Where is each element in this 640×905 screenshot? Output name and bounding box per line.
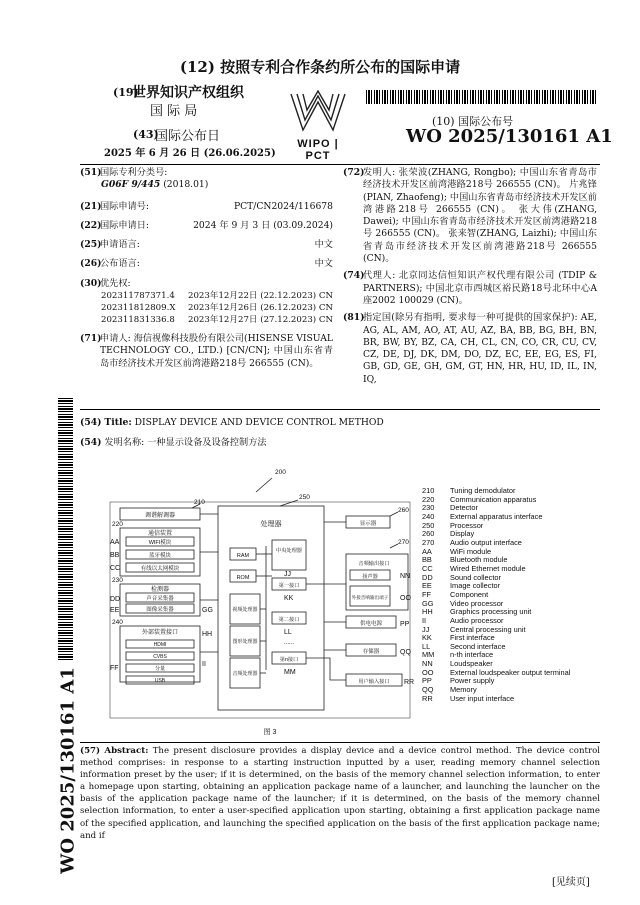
f26-label: 公布语言:: [100, 258, 140, 270]
priority-cc: CN: [318, 303, 333, 314]
f21-value: PCT/CN2024/116678: [233, 200, 333, 212]
legend-key: CC: [422, 563, 433, 573]
legend-row: [422, 695, 602, 704]
label-if2: 第二接口: [278, 617, 300, 623]
label-gpu: 图形处理器: [232, 639, 258, 645]
ref-OO: OO: [400, 595, 411, 602]
side-barcode: [58, 398, 73, 660]
org-bureau: 国 际 局: [150, 104, 198, 119]
legend-key: II: [422, 615, 427, 625]
legend-value: Image collector: [450, 581, 501, 591]
ref-250-leader: [280, 500, 298, 506]
legend-key: 250: [422, 520, 435, 530]
priority-cc: CN: [318, 315, 333, 326]
ref-200: 200: [275, 469, 286, 476]
f51-year: (2018.01): [160, 179, 209, 191]
label-video-proc: 视频处理器: [232, 607, 258, 613]
ref-PP: PP: [400, 621, 410, 628]
f72-text: 发明人: 张荣波(ZHANG, Rongbo); 中国山东省青岛市经济技术开发区前湾港路218号 266555 (CN)。 片兆锋(PIAN, Zhaofeng); 中国山东省青岛市经济技术开发区前湾港路218号 266555 (CN)。 张大伟(ZHANG, Dawei); 中国山东省青岛市经济技术开发区前湾港路218号 266555 (CN)。 张来智(ZHANG, Laizhi); 中国山东省青岛市经济技术开发区前湾港路218号 266555 (CN)。: [363, 167, 597, 265]
legend-key: 220: [422, 494, 435, 504]
legend-value: External loudspeaker output terminal: [450, 667, 571, 677]
legend-value: Memory: [450, 685, 477, 695]
legend-value: Graphics processing unit: [450, 607, 532, 617]
legend-key: 230: [422, 503, 435, 513]
legend-row: [422, 539, 602, 548]
legend-key: KK: [422, 633, 432, 643]
label-speaker: 扬声器: [362, 574, 378, 580]
label-ifn: 第n接口: [279, 657, 299, 663]
label-ext-if: 外部装置接口: [141, 630, 179, 636]
f71-text: 申请人: 海信视像科技股份有限公司(HISENSE VISUAL TECHNOLOGY CO., LTD.) [CN/CN]; 中国山东省青岛市经济技术开发区前湾港路218号 266555 (CN)。: [100, 333, 333, 369]
priority-date: 2023年12月26日 (26.12.2023): [187, 303, 317, 314]
ref-KK: KK: [284, 595, 294, 602]
legend-value: Power supply: [450, 676, 495, 686]
f30-num: (30): [80, 277, 102, 289]
title-zh: [80, 437, 267, 449]
f81-num: (81): [343, 312, 365, 324]
ref-BB: BB: [110, 552, 120, 559]
abstract: [80, 745, 600, 842]
f25-value: 中文: [314, 239, 333, 251]
legend-key: MM: [422, 650, 435, 660]
label-comm: 通信装置: [147, 531, 173, 537]
f26-value: 中文: [314, 258, 333, 270]
wipo-emblem-icon: [283, 90, 353, 134]
legend-key: QQ: [422, 685, 434, 695]
legend-value: Processor: [450, 520, 484, 530]
legend-row: [422, 548, 602, 557]
abstract-num: (57): [80, 746, 101, 756]
priority-no: 202311831336.8: [101, 315, 175, 326]
label-ram: RAM: [236, 553, 250, 559]
ref-200-arrow: [256, 478, 272, 492]
ref-210: 210: [194, 499, 205, 506]
legend-value: Sound collector: [450, 572, 501, 582]
pubdate-label: 国际公布日: [155, 129, 221, 144]
pubno-value: WO 2025/130161 A1: [406, 126, 613, 147]
legend-key: OO: [422, 667, 434, 677]
biblio-left: [80, 167, 333, 370]
header-divider: [80, 164, 600, 165]
title-zh-num: (54): [80, 437, 102, 448]
ref-DD: DD: [110, 596, 121, 603]
label-processor: 处理器: [260, 521, 282, 528]
legend-row: [422, 677, 602, 686]
legend-value: Central processing unit: [450, 624, 526, 634]
ref-CC: CC: [110, 565, 121, 572]
label-dots: ......: [283, 640, 295, 646]
ref-GG: GG: [202, 607, 213, 614]
legend-value: Bluetooth module: [450, 555, 508, 565]
label-sound-col: 声音采集器: [146, 596, 174, 602]
ref-220: 220: [112, 521, 123, 528]
priority-no: 202311812809.X: [101, 303, 176, 314]
side-number: WO 2025/130161 A1: [57, 667, 79, 874]
priority-row: [101, 302, 333, 314]
f74-num: (74): [343, 270, 365, 282]
legend-value: Loudspeaker: [450, 659, 493, 669]
priority-no: 202311787371.4: [101, 291, 175, 302]
label-ext-spk: 外接音响输出端子: [351, 595, 389, 600]
label-hdmi: HDMI: [153, 642, 167, 648]
ref-FF: FF: [110, 665, 119, 672]
label-eth: 有线以太网模块: [140, 566, 180, 572]
biblio-right: [343, 167, 597, 386]
legend-value: Second interface: [450, 641, 506, 651]
legend-row: [422, 651, 602, 660]
label-memory: 存储器: [362, 649, 380, 655]
legend-row: [422, 574, 602, 583]
figure-legend: [422, 487, 602, 703]
title-en-text: DISPLAY DEVICE AND DEVICE CONTROL METHOD: [134, 417, 384, 428]
label-img-col: 图像采集器: [146, 607, 174, 613]
priority-cc: CN: [318, 291, 333, 302]
ref-260: 260: [398, 507, 409, 514]
continued-note: [见续页]: [552, 877, 590, 888]
legend-value: Wired Ethernet module: [450, 563, 526, 573]
ref-HH: HH: [202, 631, 213, 638]
f74-text: 代理人: 北京同达信恒知识产权代理有限公司 (TDIP & PARTNERS); 中国北京市西城区裕民路18号北环中心A座2002 100029 (CN)。: [363, 270, 597, 306]
ref-270: 270: [398, 539, 409, 546]
legend-key: 270: [422, 537, 435, 547]
legend-row: [422, 522, 602, 531]
f51-num: (51): [80, 167, 102, 178]
f26-num: (26): [80, 258, 102, 270]
ref-EE: EE: [110, 607, 120, 614]
ref-JJ: JJ: [284, 571, 291, 578]
legend-key: 240: [422, 511, 435, 521]
label-rom: ROM: [236, 575, 250, 581]
ref-250: 250: [299, 494, 310, 501]
ref-II: II: [202, 661, 206, 668]
org-name: 世界知识产权组织: [132, 85, 244, 101]
legend-value: Display: [450, 529, 475, 539]
legend-key: GG: [422, 598, 434, 608]
f51-label: 国际专利分类号:: [100, 167, 168, 178]
ref-LL: LL: [284, 629, 292, 636]
label-display: 显示器: [359, 521, 377, 527]
abstract-label: Abstract:: [104, 746, 149, 756]
ref-AA: AA: [110, 539, 120, 546]
legend-value: Video processor: [450, 598, 504, 608]
ref-RR: RR: [404, 679, 415, 686]
legend-row: [422, 643, 602, 652]
legend-key: 210: [422, 486, 435, 495]
f21-num: (21): [80, 200, 102, 212]
cpu-box: [272, 540, 306, 570]
pubdate-number: (43): [133, 128, 159, 141]
legend-key: HH: [422, 607, 433, 617]
f22-num: (22): [80, 219, 102, 231]
legend-row: [422, 634, 602, 643]
wipo-logo: [283, 90, 353, 162]
priority-date: 2023年12月27日 (27.12.2023): [187, 315, 317, 326]
title-zh-label: 发明名称:: [104, 437, 145, 448]
ref-240: 240: [112, 619, 123, 626]
priority-row: [101, 314, 333, 326]
title-en-label: Title:: [104, 417, 132, 428]
legend-value: External apparatus interface: [450, 511, 543, 521]
legend-value: n-th interface: [450, 650, 494, 660]
legend-key: LL: [422, 641, 431, 651]
label-cpu: 中央处理器: [276, 548, 302, 554]
org-number: (19): [113, 86, 139, 99]
f25-label: 申请语言:: [100, 239, 140, 251]
label-usb: USB: [154, 678, 166, 684]
pubdate-value: 2025 年 6 月 26 日 (26.06.2025): [104, 148, 276, 159]
legend-row: [422, 608, 602, 617]
legend-row: [422, 591, 602, 600]
label-comp: 分量: [154, 666, 166, 672]
label-audio-proc: 音频处理器: [232, 671, 258, 677]
legend-row: [422, 582, 602, 591]
label-wifi: WIFI模块: [148, 540, 172, 546]
f21-label: 国际申请号:: [100, 200, 150, 212]
legend-value: Tuning demodulator: [450, 486, 516, 495]
legend-row: [422, 669, 602, 678]
abstract-text: The present disclosure provides a display device and a device control method. The device control method comprises: in response to a starting instruction inputted by a user, reading memory channel selection information preset by the user; if it is determined, on the basis of the memory channel selection information, to enter a homepage upon starting, obtaining an application package name of a launcher, and launching the launcher on the basis of the application package name of the launcher; if it is determined, on the basis of the memory channel selection information, to enter a user-specified application upon starting, obtaining a first application package name of the specified application, and launching the specified application on the basis of the first application package name; and if: [80, 746, 601, 841]
figure-caption: 图 3: [263, 729, 277, 736]
ref-MM: MM: [284, 669, 296, 676]
label-audio-out: 音频输出接口: [358, 561, 390, 567]
legend-key: JJ: [422, 624, 430, 634]
label-user-input: 用户输入接口: [358, 679, 390, 685]
f22-value: 2024 年 9 月 3 日 (03.09.2024): [193, 219, 333, 231]
legend-key: DD: [422, 572, 433, 582]
title-en: [80, 417, 384, 429]
f71-num: (71): [80, 333, 102, 345]
legend-row: [422, 565, 602, 574]
legend-key: EE: [422, 581, 432, 591]
ref-QQ: QQ: [400, 649, 411, 656]
legend-key: RR: [422, 693, 433, 703]
legend-row: [422, 626, 602, 635]
legend-key: BB: [422, 555, 432, 565]
wipo-logo-text: WIPO | PCT: [297, 138, 339, 162]
f22-label: 国际申请日:: [100, 219, 150, 231]
legend-key: FF: [422, 589, 432, 599]
legend-row: [422, 496, 602, 505]
label-power: 供电电源: [359, 621, 383, 627]
f72-num: (72): [343, 167, 365, 178]
label-tuner: 调谐解调器: [144, 513, 176, 519]
f30-label: 优先权:: [100, 277, 131, 289]
label-bt: 蓝牙模块: [148, 553, 172, 559]
legend-value: Audio processor: [450, 615, 504, 625]
legend-key: 260: [422, 529, 435, 539]
legend-value: Detector: [450, 503, 478, 513]
top-barcode: [366, 90, 598, 104]
label-if1: 第一接口: [278, 583, 300, 589]
legend-value: Communication apparatus: [450, 494, 537, 504]
legend-key: PP: [422, 676, 432, 686]
f51-value: G06F 9/445: [101, 179, 161, 191]
label-cvbs: CVBS: [153, 654, 167, 660]
legend-value: Component: [450, 589, 489, 599]
document-title: (12) 按照专利合作条约所公布的国际申请: [179, 58, 461, 76]
legend-value: Audio output interface: [450, 537, 522, 547]
label-detector: 检测器: [150, 587, 170, 593]
f25-num: (25): [80, 239, 102, 251]
legend-row: [422, 513, 602, 522]
legend-value: First interface: [450, 633, 495, 643]
title-en-num: (54): [80, 417, 102, 428]
f81-text: 指定国(除另有指明, 要求每一种可提供的国家保护): AE, AG, AL, AM, AO, AT, AU, AZ, BA, BB, BG, BH, BN, BR, BW, BY, BZ, CA, CH, CL, CN, CO, CR, CU, CV, CZ, DE, DJ, DK, DM, DO, DZ, EC, EE, EG, ES, FI, GB, GD, GE, GH, GM, GT, HN, HR, HU, ID, IL, IN, IQ,: [363, 312, 597, 385]
priority-row: [101, 290, 333, 302]
title-zh-text: 一种显示设备及设备控制方法: [147, 437, 267, 448]
legend-key: NN: [422, 659, 433, 669]
pubno-label: (10) 国际公布号: [432, 115, 514, 128]
figure-diagram: [80, 462, 420, 742]
priority-date: 2023年12月22日 (22.12.2023): [187, 291, 317, 302]
legend-key: AA: [422, 546, 432, 556]
abstract-divider: [80, 742, 600, 743]
ref-NN: NN: [400, 573, 411, 580]
title-divider: [80, 409, 600, 410]
ref-230: 230: [112, 577, 123, 584]
legend-value: WiFi module: [450, 546, 492, 556]
legend-value: User input interface: [450, 693, 515, 703]
